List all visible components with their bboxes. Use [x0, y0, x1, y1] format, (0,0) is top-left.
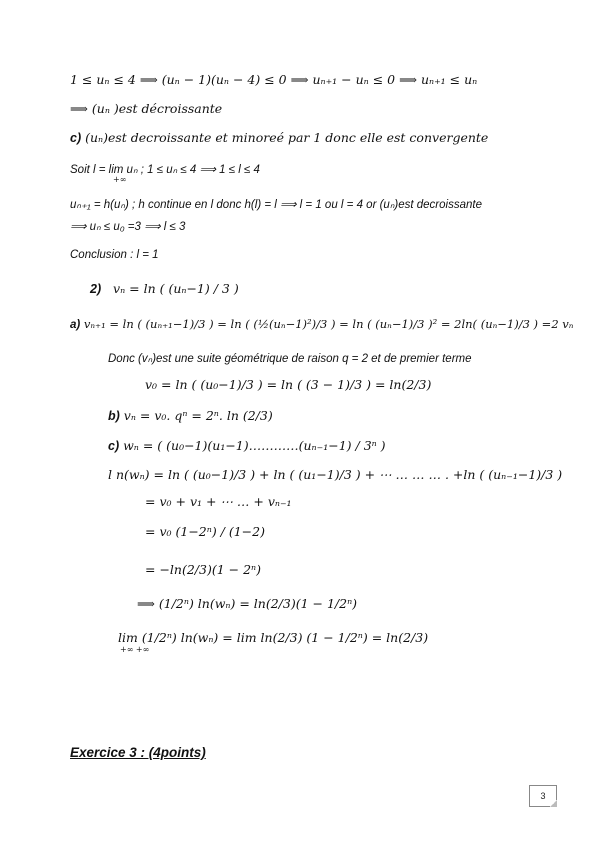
line-geometric-proof [70, 316, 573, 333]
line-decreasing [70, 101, 222, 117]
page-number: 3 [529, 785, 557, 807]
line-general-term [108, 408, 273, 424]
item-label-2: 2) [90, 282, 102, 296]
line-geometric-sequence-text: Donc (vₙ)est une suite géométrique de raison q = 2 et de premier terme [108, 353, 472, 365]
line-geometric-sequence [108, 350, 472, 367]
line-scaled-log-text: ⟹ (1/2ⁿ) ln(wₙ) = ln(2/3)(1 − 1/2ⁿ) [137, 596, 358, 611]
exercise-3-heading: Exercice 3 : (4points) [70, 745, 206, 760]
line-geometric-sum-text: = v₀ (1−2ⁿ) / (1−2) [145, 524, 265, 539]
line-scaled-log [137, 596, 357, 612]
line-upper-bound [70, 218, 185, 235]
line-continuity [70, 196, 482, 213]
line-continuity-text: uₙ₊₁ = h(uₙ) ; h continue en l donc h(l) = l ⟹ l = 1 ou l = 4 or (uₙ)est decroissante [70, 199, 482, 211]
item-label-c: c) [70, 131, 82, 145]
line-sum-v-text: = v₀ + v₁ + ⋯ … + vₙ₋₁ [145, 494, 292, 509]
line-conclusion-text: Conclusion : l = 1 [70, 249, 159, 261]
line-upper-bound-text: ⟹ uₙ ≤ u₀ =3 ⟹ l ≤ 3 [70, 221, 186, 233]
line-general-term-text: vₙ = v₀. qⁿ = 2ⁿ. ln (2/3) [123, 408, 273, 423]
line-simplified [145, 562, 261, 578]
line-decreasing-text: ⟹ (uₙ )est décroissante [70, 101, 223, 116]
line-geometric-proof-text: vₙ₊₁ = ln ( (uₙ₊₁−1)/3 ) = ln ( (½(uₙ−1)²)/3 ) = ln ( (uₙ−1)/3 )² = 2ln( (uₙ−1)/3 ) =2 vₙ [83, 317, 574, 331]
line-sum-v [145, 494, 292, 510]
final-limit-subscripts: +∞ +∞ [120, 645, 150, 654]
item-label-b: b) [108, 409, 120, 423]
line-limit-bounds-text: Soit l = lim uₙ ; 1 ≤ uₙ ≤ 4 ⟹ 1 ≤ l ≤ 4 [70, 164, 260, 176]
line-log-sum-text: l n(wₙ) = ln ( (u₀−1)/3 ) + ln ( (u₁−1)/3 ) + ⋯ … … … . +ln ( (uₙ₋₁−1)/3 ) [108, 467, 563, 482]
line-final-limit [118, 630, 428, 646]
line-log-sum [108, 467, 562, 483]
line-conclusion [70, 246, 159, 263]
item-label-a: a) [70, 319, 81, 331]
item-label-c2: c) [108, 439, 120, 453]
limit-subscript: +∞ [113, 175, 127, 184]
line-w-definition [108, 438, 386, 454]
line-monotonic-inequality: 1 ≤ uₙ ≤ 4 ⟹ (uₙ − 1)(uₙ − 4) ≤ 0 ⟹ uₙ₊₁ − uₙ ≤ 0 ⟹ uₙ₊₁ ≤ uₙ [70, 72, 478, 87]
line-simplified-text: = −ln(2/3)(1 − 2ⁿ) [145, 562, 261, 577]
line-first-term-text: v₀ = ln ( (u₀−1)/3 ) = ln ( (3 − 1)/3 ) = ln(2/3) [145, 377, 432, 392]
line-convergent [70, 130, 488, 146]
line-part2-definition-text: vₙ = ln ( (uₙ−1) / 3 ) [113, 281, 239, 296]
line-convergent-text: (uₙ)est decroissante et minoreé par 1 donc elle est convergente [85, 130, 489, 145]
line-geometric-sum [145, 524, 265, 540]
line-first-term [145, 377, 431, 393]
line-w-definition-text: wₙ = ( (u₀−1)(u₁−1)…………(uₙ₋₁−1) / 3ⁿ ) [123, 438, 386, 453]
line-final-limit-text: lim (1/2ⁿ) ln(wₙ) = lim ln(2/3) (1 − 1/2ⁿ) = ln(2/3) [118, 630, 429, 645]
line-part2-definition [90, 281, 239, 297]
line-limit-bounds [70, 161, 260, 178]
